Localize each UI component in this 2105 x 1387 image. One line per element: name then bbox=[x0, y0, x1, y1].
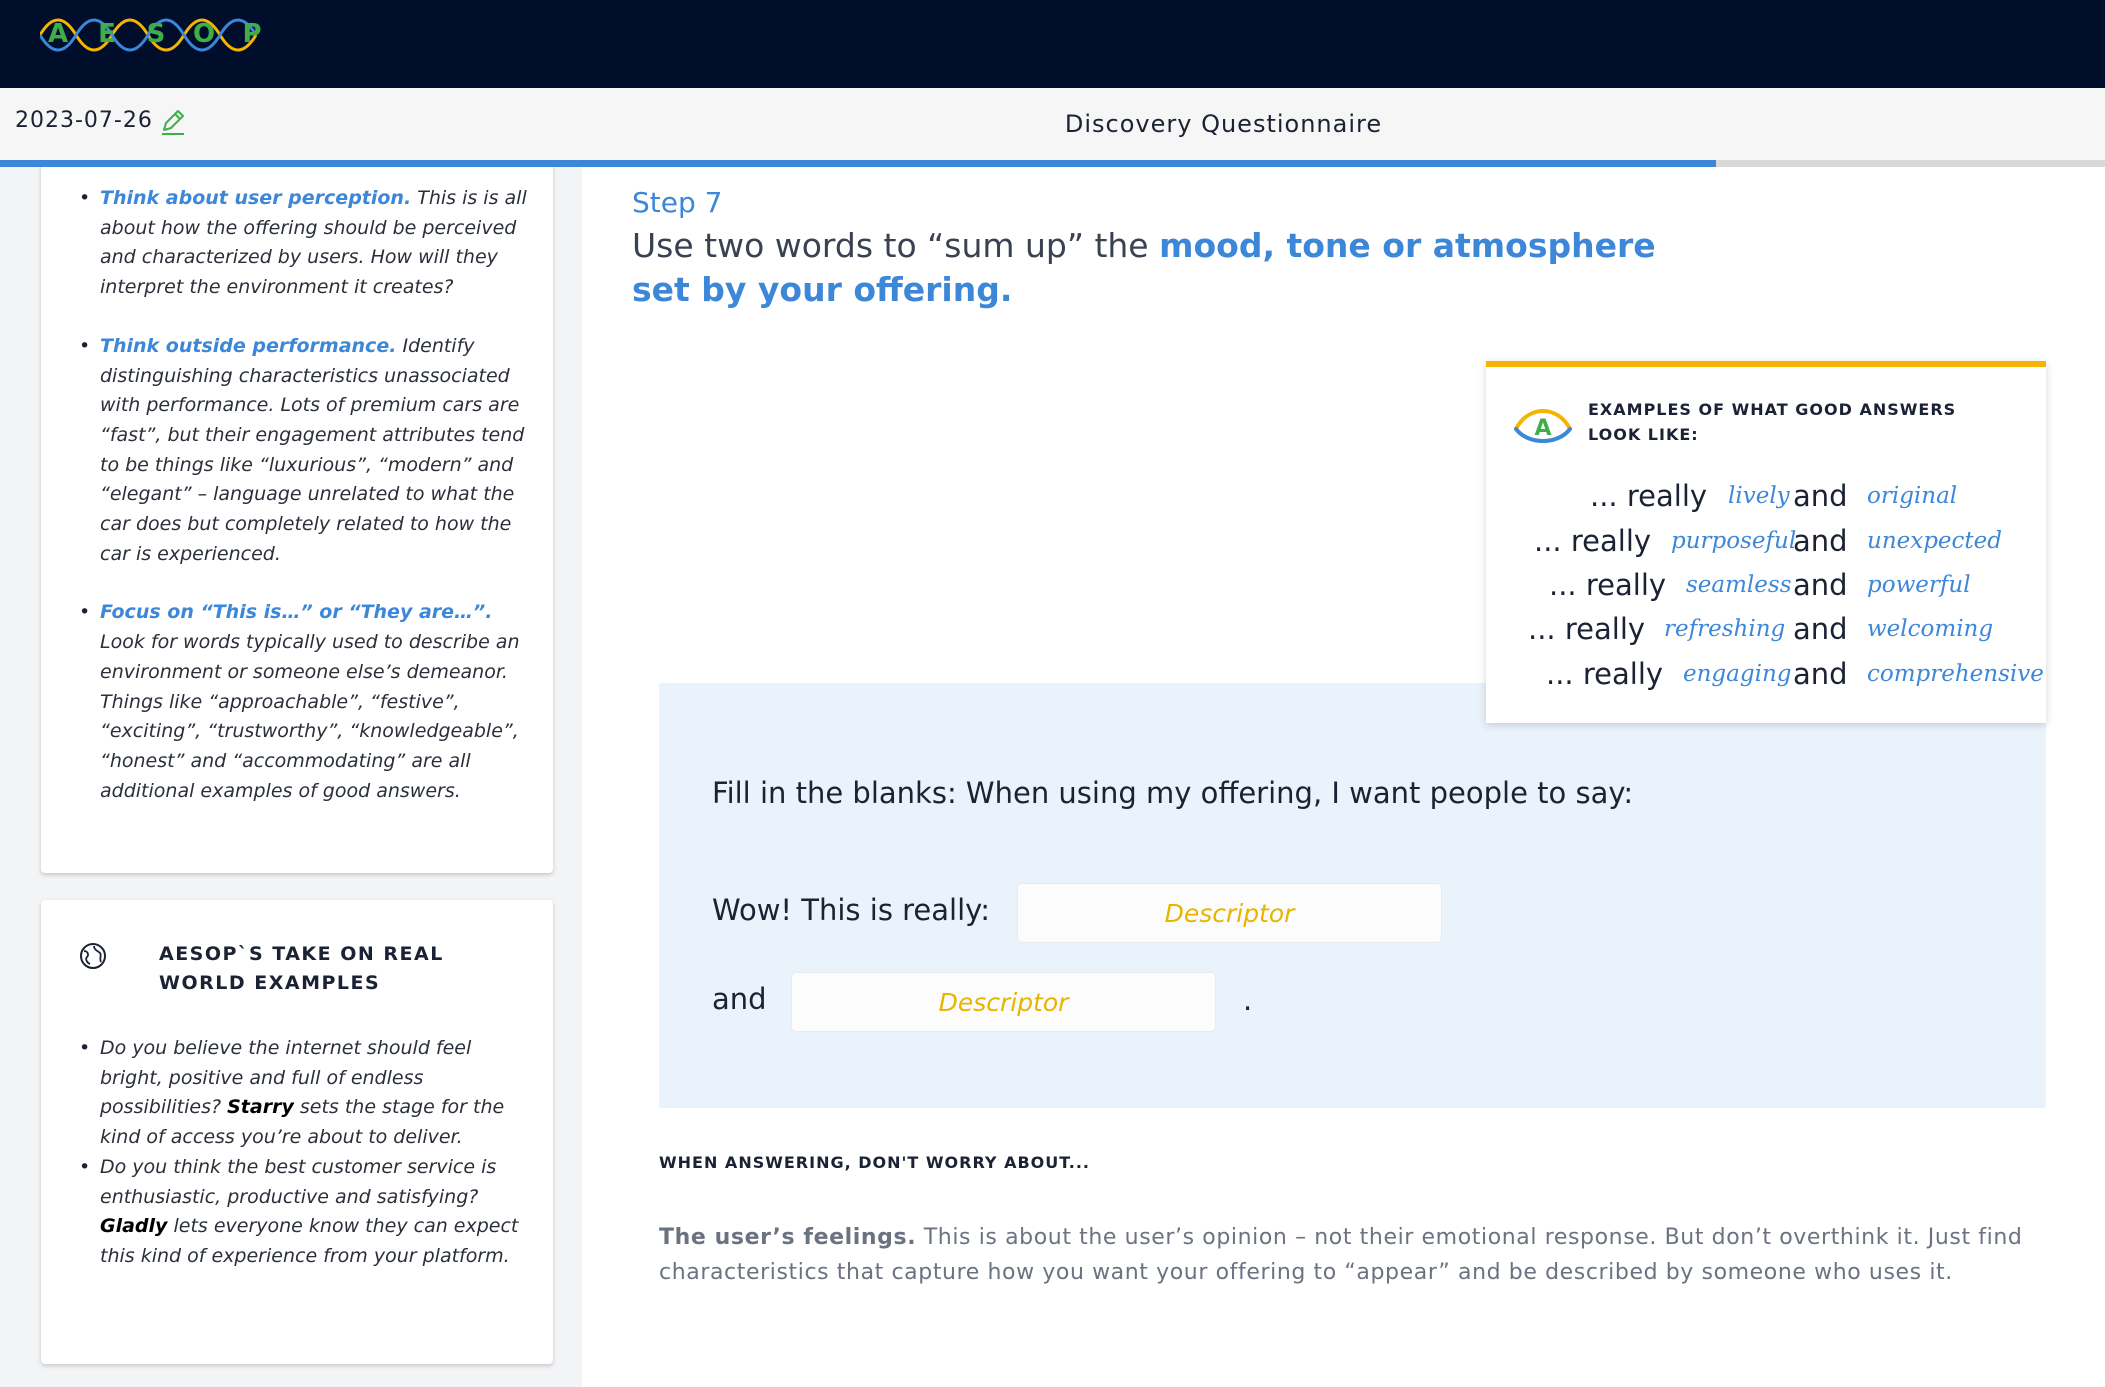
example-word-second: unexpected bbox=[1867, 528, 2003, 554]
aesop-eye-icon bbox=[1512, 399, 1574, 447]
real-world-text: Do you believe the internet should feel bright, positive and full of endless possibilities? bbox=[100, 1037, 472, 1119]
brand-name: Gladly bbox=[100, 1215, 168, 1238]
logo-letter: O bbox=[192, 19, 216, 49]
question-highlight: mood, tone or atmosphere set by your offering. bbox=[632, 226, 1656, 309]
logo-letter: P bbox=[242, 19, 262, 49]
tip-text: This is is all about how the offering should be perceived and characterized by users. How will they interpret the environment it creates? bbox=[100, 187, 527, 299]
page-title: Discovery Questionnaire bbox=[1064, 110, 1383, 138]
tips-card bbox=[41, 167, 553, 873]
brand-name: Starry bbox=[227, 1096, 294, 1119]
date-label: 2023-07-26 bbox=[15, 108, 153, 133]
example-joiner: and bbox=[1793, 524, 1848, 558]
example-prefix: ... really bbox=[1590, 479, 1708, 513]
top-navbar bbox=[0, 0, 2105, 88]
example-prefix: ... really bbox=[1546, 657, 1664, 691]
example-prefix: ... really bbox=[1549, 568, 1667, 602]
real-world-list bbox=[41, 1034, 553, 1272]
example-row bbox=[1486, 657, 2046, 697]
tips-sidebar[interactable] bbox=[0, 167, 582, 1387]
example-joiner: and bbox=[1793, 612, 1848, 646]
example-joiner: and bbox=[1793, 657, 1848, 691]
tip-item bbox=[41, 332, 553, 570]
example-row bbox=[1486, 568, 2046, 608]
descriptor-input-first[interactable]: Descriptor bbox=[1017, 883, 1442, 943]
example-prefix: ... really bbox=[1534, 524, 1652, 558]
tips-list bbox=[41, 167, 553, 806]
example-word-first: lively bbox=[1728, 483, 1790, 509]
fill-label-second: and bbox=[712, 982, 767, 1016]
tip-text: Look for words typically used to describe an environment or someone else’s demeanor. Things like “approachable”, “festive”, “exciting”, “trustworthy”, “knowledgeable”, “honest” and “accommodating” are all additional examples of good answers. bbox=[100, 631, 520, 802]
example-word-first: refreshing bbox=[1664, 616, 1786, 642]
example-row bbox=[1486, 612, 2046, 652]
example-word-second: original bbox=[1867, 483, 1958, 509]
questionnaire-header bbox=[0, 88, 2105, 160]
example-word-second: welcoming bbox=[1867, 616, 1994, 642]
example-word-second: comprehensive bbox=[1867, 661, 2044, 687]
example-joiner: and bbox=[1793, 568, 1848, 602]
eye-icon-letter: A bbox=[1534, 416, 1552, 441]
real-world-heading: AESOP`S TAKE ON REAL WORLD EXAMPLES bbox=[159, 943, 444, 994]
real-world-item bbox=[41, 1034, 553, 1153]
fill-in-blanks-panel bbox=[659, 683, 2046, 1108]
tip-lead: Think outside performance. bbox=[100, 334, 397, 357]
dont-worry-text bbox=[659, 1220, 2049, 1290]
fill-prompt: Fill in the blanks: When using my offering, I want people to say: bbox=[712, 776, 1634, 810]
real-world-item bbox=[41, 1153, 553, 1272]
note-lead: The user’s feelings. bbox=[659, 1225, 917, 1250]
example-row bbox=[1486, 479, 2046, 519]
question-plain: Use two words to “sum up” the bbox=[632, 226, 1160, 265]
progress-bar bbox=[0, 160, 2105, 167]
real-world-text: sets the stage for the kind of access you’re about to deliver. bbox=[100, 1096, 505, 1149]
fill-label-first: Wow! This is really: bbox=[712, 893, 990, 927]
logo-letter: S bbox=[146, 19, 166, 49]
logo-letter: A bbox=[47, 19, 69, 49]
sentence-period: . bbox=[1243, 983, 1253, 1017]
logo-letter: E bbox=[98, 19, 116, 49]
examples-title: EXAMPLES OF WHAT GOOD ANSWERS LOOK LIKE: bbox=[1588, 400, 1957, 444]
globe-icon bbox=[79, 942, 107, 970]
real-world-examples-card bbox=[41, 900, 553, 1364]
examples-card bbox=[1486, 361, 2046, 723]
aesop-logo[interactable] bbox=[40, 12, 260, 58]
tip-item bbox=[41, 598, 553, 806]
tip-lead: Focus on “This is…” or “They are…”. bbox=[100, 601, 493, 624]
note-body: This is about the user’s opinion – not their emotional response. But don’t overthink it. Just find characteristics that capture how you want your offering to “appear” and be described by someone who uses it. bbox=[659, 1225, 2023, 1285]
step-label: Step 7 bbox=[632, 186, 723, 219]
example-joiner: and bbox=[1793, 479, 1848, 513]
dont-worry-heading: WHEN ANSWERING, DON'T WORRY ABOUT... bbox=[659, 1153, 1090, 1172]
example-word-first: engaging bbox=[1683, 661, 1792, 687]
question-text bbox=[632, 224, 1712, 312]
progress-bar-fill bbox=[0, 160, 1716, 167]
example-prefix: ... really bbox=[1528, 612, 1646, 646]
example-word-first: seamless bbox=[1686, 572, 1792, 598]
example-row bbox=[1486, 524, 2046, 564]
example-word-first: purposeful bbox=[1671, 528, 1797, 554]
real-world-text: lets everyone know they can expect this kind of experience from your platform. bbox=[100, 1215, 519, 1267]
tip-lead: Think about user perception. bbox=[100, 187, 412, 209]
descriptor-input-second[interactable]: Descriptor bbox=[791, 972, 1216, 1032]
real-world-text: Do you think the best customer service is enthusiastic, productive and satisfying? bbox=[100, 1155, 497, 1208]
tip-item bbox=[41, 184, 553, 303]
example-word-second: powerful bbox=[1867, 572, 1971, 598]
tip-text: Identify distinguishing characteristics unassociated with performance. Lots of premium cars are “fast”, but their engagement attributes tend to be things like “luxurious”, “modern” and “elegant” – language unrelated to what the car does but completely related to how the car is experienced. bbox=[100, 334, 525, 565]
